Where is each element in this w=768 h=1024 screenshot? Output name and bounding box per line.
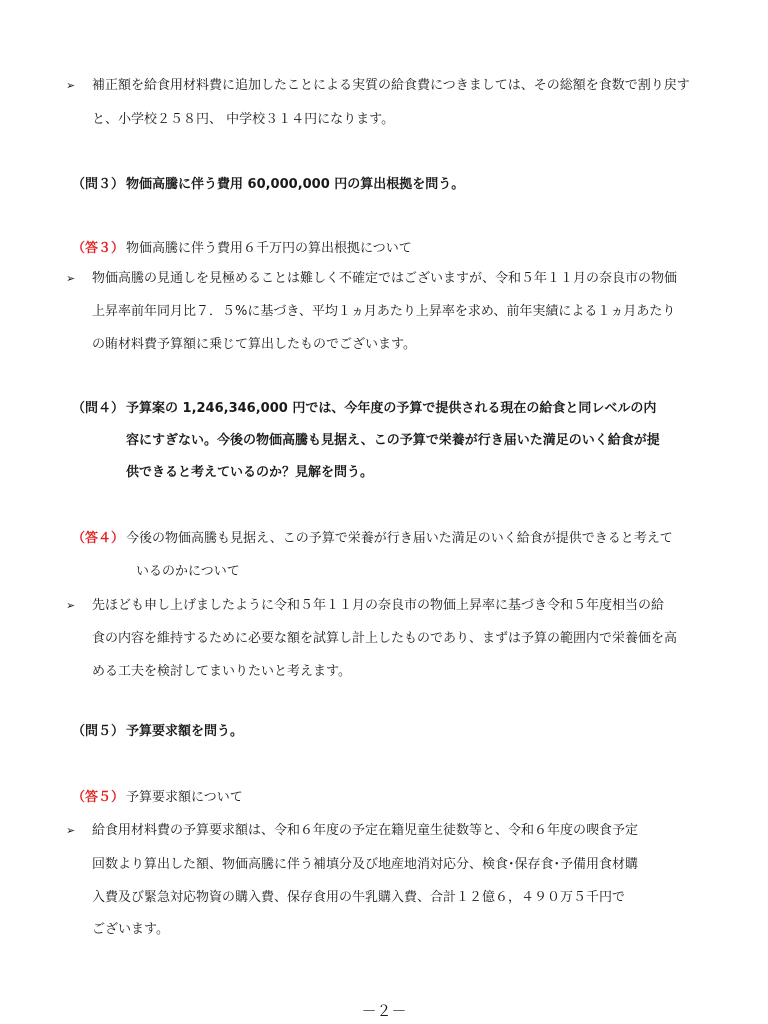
q3-text: 物価高騰に伴う費用 60,000,000 円の算出根拠を問う。 bbox=[126, 177, 465, 192]
a3-label: （答３） bbox=[72, 241, 125, 256]
a4-line-2: 食の内容を維持するために必要な額を試算し計上したものであり、まずは予算の範囲内で栄養価を高 bbox=[92, 631, 678, 646]
a3-line-2: 上昇率前年同月比７．５%に基づき、平均１ヵ月あたり上昇率を求め、前年実績による１ヵ月あたり bbox=[92, 304, 676, 319]
q4-label: （問４） bbox=[72, 401, 125, 416]
q3-label: （問３） bbox=[72, 177, 125, 192]
bullet-icon: ➢ bbox=[66, 272, 76, 285]
q4-line-1: 予算案の 1,246,346,000 円では、今年度の予算で提供される現在の給食と同レベルの内 bbox=[126, 401, 657, 416]
a5-line-4: ございます。 bbox=[92, 922, 169, 937]
q4-line-3: 供できると考えているのか？見解を問う。 bbox=[126, 465, 374, 480]
q5-label: （問５） bbox=[72, 724, 125, 739]
a5-title: 予算要求額について bbox=[126, 790, 243, 805]
a4-label: （答４） bbox=[72, 531, 125, 546]
a5-line-3: 入費及び緊急対応物資の購入費、保存食用の牛乳購入費、合計１２億６，４９０万５千円で bbox=[92, 890, 626, 905]
a3-line-1: 物価高騰の見通しを見極めることは難しく不確定ではございますが、令和５年１１月の奈良市の物価 bbox=[92, 271, 678, 286]
a5-line-1: 給食用材料費の予算要求額は、令和６年度の予定在籍児童生徒数等と、令和６年度の喫食予定 bbox=[92, 823, 639, 838]
a5-line-2: 回数より算出した額、物価高騰に伴う補填分及び地産地消対応分、検食･保存食･予備用食材購 bbox=[92, 857, 639, 872]
item1-line2: と、小学校２５８円、 中学校３１４円になります。 bbox=[92, 112, 395, 127]
page-number: －２－ bbox=[361, 1002, 407, 1020]
bullet-icon: ➢ bbox=[66, 599, 76, 612]
q5-text: 予算要求額を問う。 bbox=[126, 724, 244, 739]
a3-line-3: の賄材料費予算額に乗じて算出したものでございます。 bbox=[92, 337, 416, 352]
item1-line1: 補正額を給食用材料費に追加したことによる実質の給食費につきましては、その総額を食数で割り戻す bbox=[92, 78, 690, 93]
a4-title-line-2: いるのかについて bbox=[136, 564, 240, 579]
bullet-icon: ➢ bbox=[66, 824, 76, 837]
a5-label: （答５） bbox=[72, 790, 125, 805]
a4-title-line-1: 今後の物価高騰も見据え、この予算で栄養が行き届いた満足のいく給食が提供できると考えて bbox=[126, 531, 673, 546]
a4-line-3: める工夫を検討してまいりたいと考えます。 bbox=[92, 664, 351, 679]
bullet-icon: ➢ bbox=[66, 79, 76, 92]
a3-title: 物価高騰に伴う費用６千万円の算出根拠について bbox=[126, 241, 412, 256]
a4-line-1: 先ほども申し上げましたように令和５年１１月の奈良市の物価上昇率に基づき令和５年度相当の給 bbox=[92, 598, 665, 613]
q4-line-2: 容にすぎない。今後の物価高騰も見据え、この予算で栄養が行き届いた満足のいく給食が提 bbox=[126, 433, 660, 448]
